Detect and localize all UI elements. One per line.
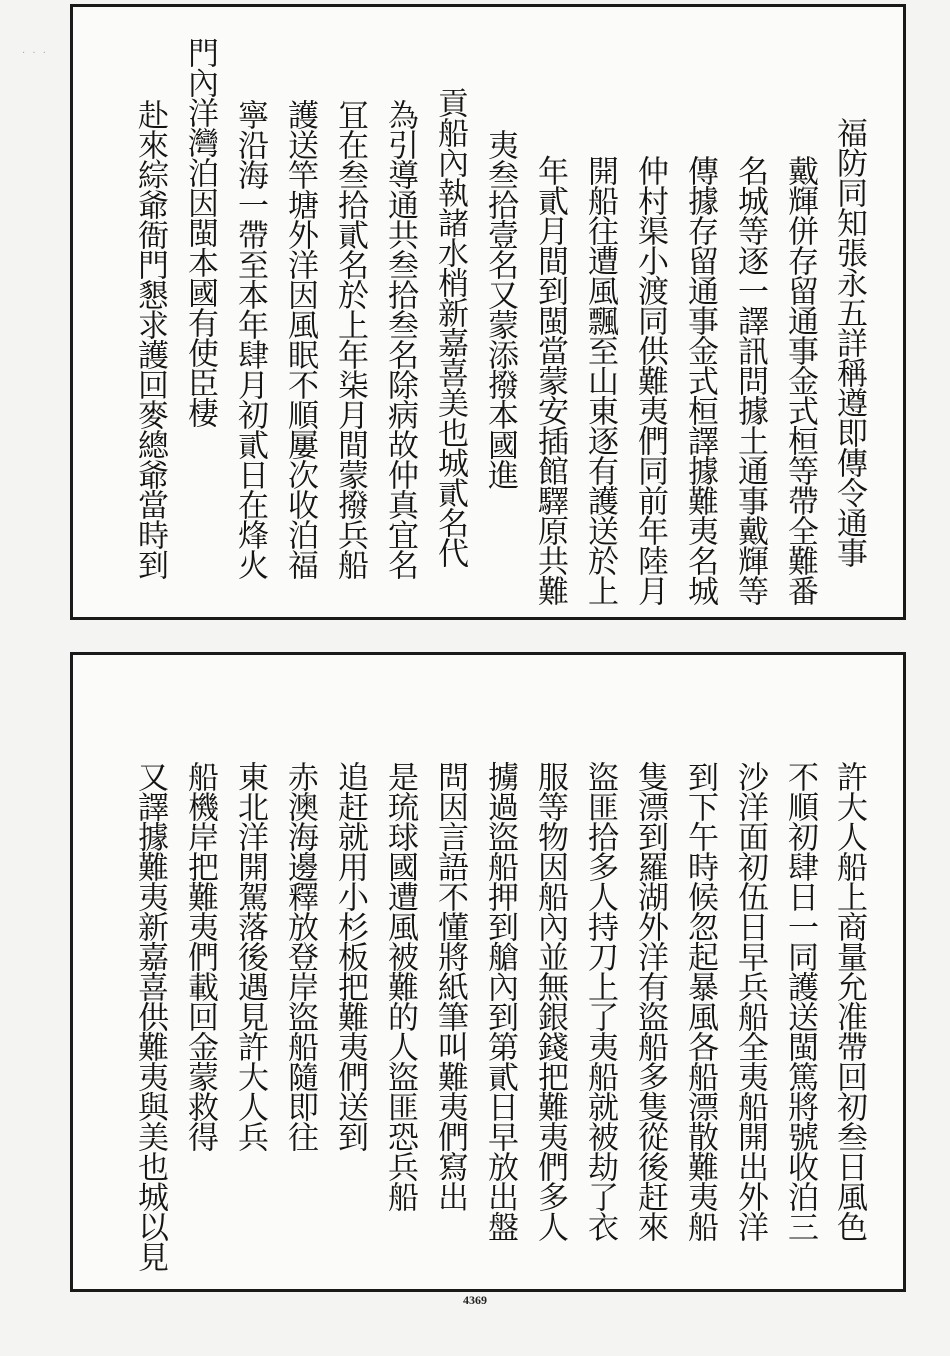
text-column: 船機岸把難夷們載回金蒙救得 [182,761,218,1151]
page-number: 4369 [463,1293,487,1307]
text-column: 貢船內執諸水梢新嘉喜美也城貳名代 [432,87,468,567]
text-column: 到下午時候忽起暴風各船漂散難夷船 [682,761,718,1241]
text-column: 追赶就用小杉板把難夷們送到 [332,761,368,1151]
document-panel-bottom [70,652,906,1292]
text-column: 又譯據難夷新嘉喜供難夷與美也城以見 [132,761,168,1271]
text-column: 名城等逐一譯訊問據土通事戴輝等 [732,155,768,605]
text-column: 開船往遭風飄至山東逐有護送於上 [582,155,618,605]
text-column: 是琉球國遭風被難的人盜匪恐兵船 [382,761,418,1211]
text-column: 擄過盜船押到艙內到第貳日早放出盤 [482,761,518,1241]
text-column: 寧沿海一帶至本年肆月初貳日在烽火 [232,99,268,579]
text-column: 護送竿塘外洋因風眠不順屢次收泊福 [282,99,318,579]
text-column: 服等物因船內並無銀錢把難夷們多人 [532,761,568,1241]
text-column: 夷叁拾壹名又蒙添撥本國進 [482,129,518,489]
text-column: 戴輝併存留通事金式桓等帶全難番 [782,155,818,605]
text-column: 問因言語不懂將紙筆叫難夷們寫出 [432,761,468,1211]
text-column: 為引導通共叁拾叁名除病故仲真宜名 [382,99,418,579]
text-column: 冝在叁拾貳名於上年柒月間蒙撥兵船 [332,99,368,579]
text-column: 不順初肆日一同護送閩篤將號收泊三 [782,761,818,1241]
text-column: 赤澳海邊釋放登岸盜船隨即往 [282,761,318,1151]
text-column: 隻漂到羅湖外洋有盜船多隻從後赶來 [632,761,668,1241]
text-column: 許大人船上商量允准帶回初叁日風色 [831,761,867,1241]
text-column: 東北洋開駕落後遇見許大人兵 [232,761,268,1151]
text-column: 赴來綜爺衙門懇求護回麥總爺當時到 [132,99,168,579]
text-column: 盜匪拾多人持刀上了夷船就被劫了衣 [582,761,618,1241]
text-column: 傳據存留通事金式桓譯據難夷名城 [682,155,718,605]
document-panel-top [70,4,906,620]
text-column: 沙洋面初伍日早兵船全夷船開出外洋 [732,761,768,1241]
text-column: 福防同知張永五詳稱遵即傳令通事 [831,117,867,567]
text-column: 仲村渠小渡同供難夷們同前年陸月 [632,155,668,605]
text-column: 年貳月間到閩當蒙安插館驛原共難 [532,155,568,605]
margin-mark: · · · [22,48,48,59]
text-column: 門內洋灣泊因閩本國有使臣棲 [182,37,218,427]
